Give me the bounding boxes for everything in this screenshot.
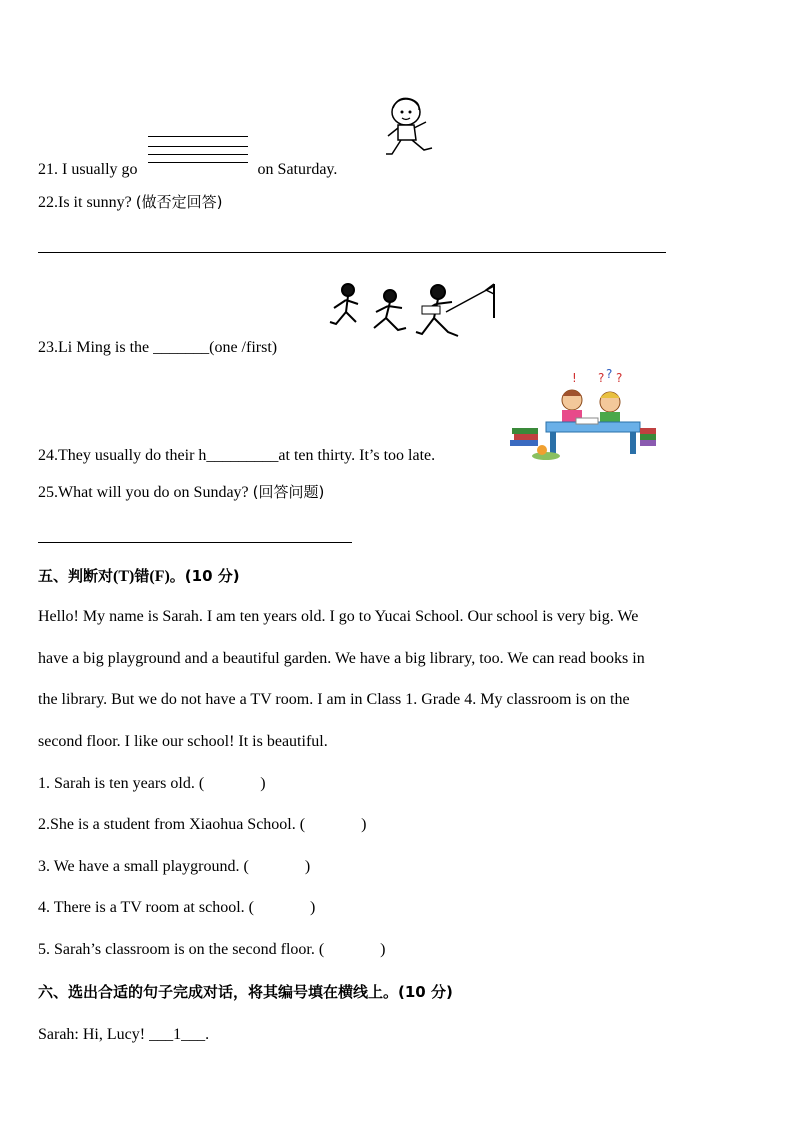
passage-line: second floor. I like our school! It is beautiful. [38, 733, 328, 750]
answer-paren-open: ( [318, 941, 325, 958]
q23-number: 23 [38, 339, 54, 356]
q24-blank[interactable]: _________ [206, 447, 279, 464]
q25-answer-line[interactable] [38, 542, 352, 543]
answer-paren-open: ( [299, 816, 306, 833]
section-5-title [38, 566, 240, 587]
q24-number: 24 [38, 447, 54, 464]
tf-item-text: 2.She is a student from Xiaohua School. [38, 816, 300, 833]
answer-paren-open: ( [248, 899, 254, 916]
svg-text:?: ? [598, 371, 605, 385]
q25-text: .What will you do on Sunday? [54, 484, 249, 501]
q23-text: .Li Ming is the [54, 339, 150, 356]
answer-paren-close: ) [380, 941, 386, 958]
dialogue-blank-1[interactable]: ___1___ [149, 1026, 206, 1043]
question-25 [38, 482, 324, 503]
dialogue-end: . [205, 1026, 210, 1043]
svg-text:?: ? [616, 371, 623, 385]
tf-item-text: 1. Sarah is ten years old. [38, 775, 199, 792]
q21-writing-lines[interactable] [148, 148, 248, 178]
q22-number: 22 [38, 194, 54, 211]
answer-paren-open: ( [243, 858, 249, 875]
section-5-title-prefix: 五、判断对 [38, 567, 114, 585]
tf-item-4 [38, 898, 315, 918]
question-21 [38, 148, 337, 180]
question-22 [38, 192, 223, 213]
answer-paren-close: ) [304, 858, 311, 875]
q22-text: .Is it sunny? [54, 194, 132, 211]
answer-paren-close: ) [309, 899, 316, 916]
q22-answer-line[interactable] [38, 252, 666, 253]
svg-text:?: ? [606, 368, 613, 381]
answer-paren-open: ( [198, 775, 205, 792]
tf-item-1 [38, 774, 266, 794]
q21-text-after: on Saturday. [257, 161, 338, 178]
question-23 [38, 338, 277, 358]
answer-paren-close: ) [361, 816, 367, 833]
q24-text-after: at ten thirty. It’s too late. [278, 447, 436, 464]
q25-note: (回答问题) [252, 483, 325, 501]
dialogue-line-1 [38, 1025, 209, 1045]
dialogue-text: Sarah: Hi, Lucy! [38, 1026, 150, 1043]
q21-text-before: . I usually go [54, 161, 138, 178]
q22-note: (做否定回答) [135, 193, 223, 211]
section-5-title-suffix: 。(10 分) [169, 567, 240, 585]
passage-line: Hello! My name is Sarah. I am ten years old. I go to Yucai School. Our school is very big. We [38, 608, 639, 625]
answer-paren-close: ) [260, 775, 266, 792]
q21-number: 21 [38, 161, 54, 178]
tf-item-3 [38, 857, 310, 877]
svg-text:!: ! [572, 371, 577, 385]
section-5-title-mid: 错 [134, 567, 150, 585]
section-5-false-mark: (F) [149, 568, 170, 585]
q25-number: 25 [38, 484, 54, 501]
tf-item-text: 4. There is a TV room at school. [38, 899, 249, 916]
question-24 [38, 446, 435, 466]
q23-blank[interactable]: _______ [153, 339, 210, 356]
passage-line: the library. But we do not have a TV room. I am in Class 1. Grade 4. My classroom is on the [38, 691, 630, 708]
kids-homework-icon [506, 368, 658, 464]
boy-running-icon [384, 96, 440, 162]
q23-options: (one /first) [209, 339, 278, 356]
race-runners-icon [326, 282, 500, 348]
section-5-true-mark: (T) [113, 568, 135, 585]
section-6-title: 六、选出合适的句子完成对话，将其编号填在横线上。(10 分) [38, 983, 453, 1001]
q24-text-before: .They usually do their h [54, 447, 207, 464]
passage-line: have a big playground and a beautiful garden. We have a big library, too. We can read books in [38, 650, 645, 667]
tf-item-text: 5. Sarah’s classroom is on the second floor. [38, 941, 319, 958]
tf-item-2 [38, 815, 366, 835]
tf-item-text: 3. We have a small playground. [38, 858, 244, 875]
tf-item-5 [38, 940, 386, 960]
